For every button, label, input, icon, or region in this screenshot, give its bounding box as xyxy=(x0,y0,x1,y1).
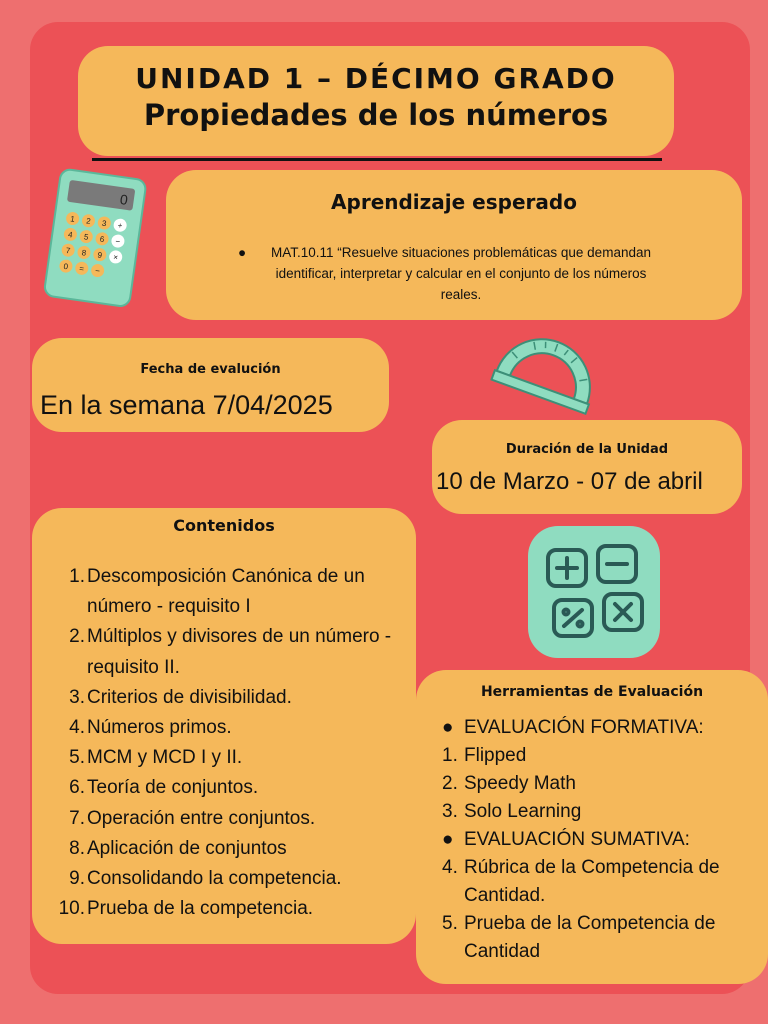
calculator-key-label: 2 xyxy=(85,216,92,227)
calculator-key-label: 7 xyxy=(65,245,71,256)
contenidos-title: Contenidos xyxy=(173,516,275,535)
calculator-key-label: 4 xyxy=(67,230,74,240)
list-item-label: Prueba de la competencia. xyxy=(87,898,314,920)
list-item-number: 6. xyxy=(69,777,85,799)
list-item-label: Descomposición Canónica de un número - requisito I xyxy=(87,566,365,618)
aprendizaje-text xyxy=(240,242,660,305)
list-item-number: 1. xyxy=(69,566,85,587)
list-item-number: 4. xyxy=(442,857,458,878)
list-item xyxy=(442,742,762,770)
calculator-key-label: + xyxy=(117,220,124,231)
list-item xyxy=(46,743,414,773)
aprendizaje-card xyxy=(166,170,742,320)
title-divider xyxy=(92,158,662,161)
list-item xyxy=(46,713,414,743)
list-item xyxy=(46,622,414,682)
calculator-key-label: 5 xyxy=(83,232,89,242)
list-item-label: EVALUACIÓN FORMATIVA: xyxy=(464,717,704,738)
herramientas-list xyxy=(442,714,762,966)
list-item xyxy=(442,854,762,910)
list-item-label: Números primos. xyxy=(87,717,232,739)
list-item-label: Speedy Math xyxy=(464,773,576,794)
unit-title: UNIDAD 1 – DÉCIMO GRADO xyxy=(135,62,617,95)
list-item xyxy=(46,683,414,713)
list-item-number: ● xyxy=(442,717,454,738)
list-item xyxy=(46,562,414,622)
calculator-key-label: 9 xyxy=(96,250,103,260)
list-item xyxy=(442,798,762,826)
list-item-label: Múltiplos y divisores de un número - requisito II. xyxy=(87,626,392,678)
list-item xyxy=(442,770,762,798)
list-item-label: MCM y MCD I y II. xyxy=(87,747,243,769)
list-item xyxy=(442,714,762,742)
list-item-number: 5. xyxy=(442,913,458,934)
calculator-display: 0 xyxy=(118,191,129,208)
bullet: ● xyxy=(238,245,247,260)
list-item-number: 9. xyxy=(69,868,85,890)
calculator-key-label: − xyxy=(94,266,101,276)
title-card xyxy=(78,46,674,156)
list-item-number: 7. xyxy=(69,807,85,829)
math-operations-icon xyxy=(526,524,662,660)
duracion-card xyxy=(432,420,742,514)
list-item-number: ● xyxy=(442,829,454,850)
list-item-label: Flipped xyxy=(464,745,527,766)
list-item xyxy=(46,834,414,864)
calculator-key-label: − xyxy=(114,236,121,247)
fecha-card xyxy=(32,338,389,432)
herramientas-title: Herramientas de Evaluación xyxy=(480,684,704,700)
herramientas-card xyxy=(416,670,768,984)
list-item-label: Solo Learning xyxy=(464,801,582,822)
list-item-label: Prueba de la Competencia de Cantidad xyxy=(464,913,716,962)
fecha-label: Fecha de evalución xyxy=(140,362,281,377)
aprendizaje-body: MAT.10.11 “Resuelve situaciones problemáticas que demandan identificar, interpretar y calcular en el conjunto de los números reales. xyxy=(271,245,651,302)
aprendizaje-title: Aprendizaje esperado xyxy=(331,190,577,214)
list-item xyxy=(46,894,414,924)
calculator-key-label: 1 xyxy=(69,214,76,224)
calculator-key-label: 8 xyxy=(81,248,87,258)
list-item-label: Rúbrica de la Competencia de Cantidad. xyxy=(464,857,720,906)
list-item-number: 1. xyxy=(442,745,458,766)
list-item-label: EVALUACIÓN SUMATIVA: xyxy=(464,829,690,850)
calculator-icon xyxy=(40,166,152,312)
list-item-number: 8. xyxy=(69,837,85,859)
calculator-key-label: 3 xyxy=(101,218,108,229)
list-item xyxy=(442,826,762,854)
list-item xyxy=(46,804,414,834)
contenidos-card xyxy=(32,508,416,944)
list-item-number: 4. xyxy=(69,717,85,739)
list-item-number: 10. xyxy=(58,898,85,920)
calculator-key-label: 6 xyxy=(99,234,105,245)
calculator-key-label: = xyxy=(78,264,85,274)
contenidos-list xyxy=(46,562,414,924)
protractor-icon xyxy=(490,326,602,418)
list-item-label: Criterios de divisibilidad. xyxy=(87,686,292,708)
unit-subtitle: Propiedades de los números xyxy=(143,98,609,132)
list-item-number: 5. xyxy=(69,747,85,769)
fecha-value: En la semana 7/04/2025 xyxy=(40,390,333,420)
list-item-label: Aplicación de conjuntos xyxy=(87,837,287,859)
duracion-value: 10 de Marzo - 07 de abril xyxy=(436,468,703,495)
list-item-number: 3. xyxy=(69,686,85,708)
list-item xyxy=(46,864,414,894)
list-item-number: 3. xyxy=(442,801,458,822)
list-item-number: 2. xyxy=(442,773,458,794)
list-item-label: Consolidando la competencia. xyxy=(87,868,342,890)
list-item xyxy=(46,773,414,803)
calculator-key-label: × xyxy=(112,252,119,263)
list-item-label: Teoría de conjuntos. xyxy=(87,777,259,799)
list-item-number: 2. xyxy=(69,626,85,648)
list-item xyxy=(442,910,762,966)
calculator-key-label: 0 xyxy=(63,261,69,272)
duracion-label: Duración de la Unidad xyxy=(505,442,669,457)
list-item-label: Operación entre conjuntos. xyxy=(87,807,316,829)
